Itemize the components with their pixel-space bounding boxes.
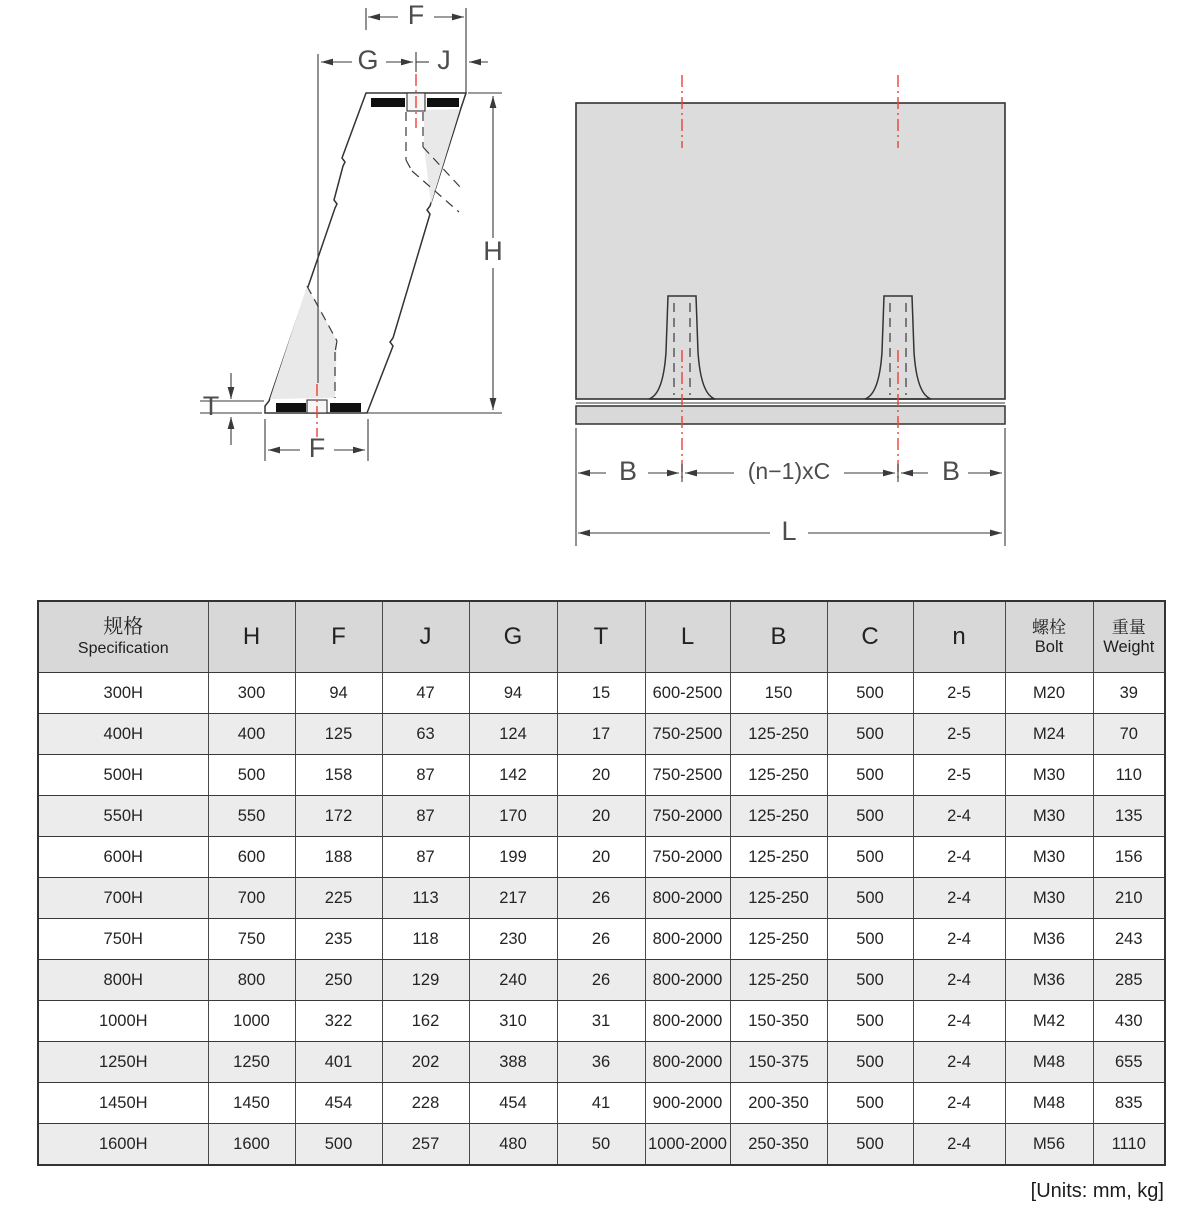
table-cell: 750H: [38, 919, 208, 960]
header-g: G: [469, 601, 557, 673]
table-cell: 1110: [1093, 1124, 1165, 1166]
dim-label-b-left: B: [618, 456, 638, 487]
table-cell: M30: [1005, 878, 1093, 919]
table-cell: 1450: [208, 1083, 295, 1124]
front-view: [576, 75, 1005, 546]
table-cell: 41: [557, 1083, 645, 1124]
header-weight-zh: 重量: [1111, 617, 1146, 637]
table-header-row: [38, 601, 1165, 673]
table-row: [38, 919, 1165, 960]
table-cell: 15: [557, 673, 645, 714]
table-cell: 2-5: [913, 673, 1005, 714]
table-cell: 800-2000: [645, 1001, 730, 1042]
table-row: [38, 673, 1165, 714]
table-cell: 125-250: [730, 960, 827, 1001]
table-cell: 2-4: [913, 1124, 1005, 1166]
header-f: F: [295, 601, 382, 673]
dim-label-f-top: F: [407, 0, 425, 31]
table-cell: 480: [469, 1124, 557, 1166]
spec-table-body: [38, 673, 1165, 1166]
cavity-shade-lower: [270, 286, 337, 399]
table-cell: 125-250: [730, 837, 827, 878]
table-cell: 2-4: [913, 960, 1005, 1001]
dim-label-b-right: B: [941, 456, 961, 487]
table-row: [38, 1083, 1165, 1124]
table-cell: 188: [295, 837, 382, 878]
table-cell: 800: [208, 960, 295, 1001]
table-cell: 31: [557, 1001, 645, 1042]
table-cell: 310: [469, 1001, 557, 1042]
table-row: [38, 960, 1165, 1001]
table-cell: 600H: [38, 837, 208, 878]
table-cell: 199: [469, 837, 557, 878]
table-cell: 500: [208, 755, 295, 796]
dim-label-l: L: [781, 516, 797, 547]
table-cell: 200-350: [730, 1083, 827, 1124]
table-cell: 125-250: [730, 919, 827, 960]
table-cell: 900-2000: [645, 1083, 730, 1124]
table-cell: 118: [382, 919, 469, 960]
table-cell: M20: [1005, 673, 1093, 714]
table-cell: 39: [1093, 673, 1165, 714]
table-cell: M42: [1005, 1001, 1093, 1042]
table-cell: 700: [208, 878, 295, 919]
table-cell: M36: [1005, 919, 1093, 960]
table-cell: 94: [469, 673, 557, 714]
table-cell: 113: [382, 878, 469, 919]
table-row: [38, 1042, 1165, 1083]
table-cell: 2-4: [913, 1001, 1005, 1042]
table-cell: 1250: [208, 1042, 295, 1083]
table-cell: 150-350: [730, 1001, 827, 1042]
table-cell: 500: [827, 1083, 913, 1124]
dim-label-t: T: [202, 391, 220, 422]
cavity-shade-upper: [424, 109, 460, 204]
header-b: B: [730, 601, 827, 673]
table-cell: 1600: [208, 1124, 295, 1166]
table-cell: 500: [827, 960, 913, 1001]
table-cell: 2-4: [913, 919, 1005, 960]
table-row: [38, 1124, 1165, 1166]
table-cell: 63: [382, 714, 469, 755]
table-cell: 500: [827, 1124, 913, 1166]
table-cell: 500H: [38, 755, 208, 796]
table-cell: 36: [557, 1042, 645, 1083]
header-bolt-en: Bolt: [1034, 637, 1064, 656]
table-cell: 210: [1093, 878, 1165, 919]
table-cell: 50: [557, 1124, 645, 1166]
table-cell: 800-2000: [645, 878, 730, 919]
table-cell: 500: [827, 714, 913, 755]
table-cell: 150: [730, 673, 827, 714]
table-cell: 125-250: [730, 755, 827, 796]
bottom-steel-plate-right: [330, 403, 361, 412]
header-weight: [1093, 601, 1165, 673]
bottom-steel-plate-left: [276, 403, 306, 412]
table-cell: 250: [295, 960, 382, 1001]
table-cell: 2-4: [913, 1083, 1005, 1124]
table-cell: 125: [295, 714, 382, 755]
table-cell: 800-2000: [645, 919, 730, 960]
table-cell: 388: [469, 1042, 557, 1083]
table-cell: 87: [382, 837, 469, 878]
table-cell: 94: [295, 673, 382, 714]
table-cell: 250-350: [730, 1124, 827, 1166]
table-cell: 135: [1093, 796, 1165, 837]
table-cell: 20: [557, 755, 645, 796]
table-cell: 750: [208, 919, 295, 960]
table-cell: 400H: [38, 714, 208, 755]
table-cell: M48: [1005, 1042, 1093, 1083]
table-cell: 70: [1093, 714, 1165, 755]
table-cell: 600: [208, 837, 295, 878]
header-specification: [38, 601, 208, 673]
top-steel-plate-right: [427, 98, 459, 107]
table-cell: M48: [1005, 1083, 1093, 1124]
table-cell: 2-5: [913, 714, 1005, 755]
table-cell: 500: [827, 878, 913, 919]
table-row: [38, 1001, 1165, 1042]
table-cell: 47: [382, 673, 469, 714]
table-cell: 202: [382, 1042, 469, 1083]
table-cell: 243: [1093, 919, 1165, 960]
table-row: [38, 837, 1165, 878]
table-cell: 500: [827, 1042, 913, 1083]
spec-table-wrap: [37, 600, 1164, 1166]
table-cell: 300: [208, 673, 295, 714]
table-cell: 1000H: [38, 1001, 208, 1042]
table-cell: 20: [557, 796, 645, 837]
table-cell: M36: [1005, 960, 1093, 1001]
table-cell: 500: [827, 1001, 913, 1042]
header-weight-en: Weight: [1103, 637, 1155, 656]
table-cell: 454: [469, 1083, 557, 1124]
table-cell: 125-250: [730, 796, 827, 837]
table-cell: M30: [1005, 755, 1093, 796]
table-cell: 655: [1093, 1042, 1165, 1083]
table-cell: 1250H: [38, 1042, 208, 1083]
table-cell: 125-250: [730, 714, 827, 755]
units-note: [Units: mm, kg]: [1030, 1180, 1164, 1202]
table-cell: 240: [469, 960, 557, 1001]
table-cell: 110: [1093, 755, 1165, 796]
table-cell: 285: [1093, 960, 1165, 1001]
table-cell: 257: [382, 1124, 469, 1166]
header-t: T: [557, 601, 645, 673]
header-bolt-zh: 螺栓: [1032, 617, 1066, 637]
table-cell: 17: [557, 714, 645, 755]
table-cell: 500: [827, 796, 913, 837]
table-cell: 1450H: [38, 1083, 208, 1124]
table-cell: M30: [1005, 796, 1093, 837]
table-cell: 228: [382, 1083, 469, 1124]
dim-label-h: H: [483, 236, 503, 267]
header-specification-zh: 规格: [103, 616, 144, 638]
fender-front-panel: [576, 103, 1005, 399]
table-cell: 150-375: [730, 1042, 827, 1083]
table-cell: 1000: [208, 1001, 295, 1042]
table-cell: 2-4: [913, 878, 1005, 919]
table-cell: M56: [1005, 1124, 1093, 1166]
table-cell: 800-2000: [645, 960, 730, 1001]
table-cell: 225: [295, 878, 382, 919]
table-cell: 750-2500: [645, 714, 730, 755]
table-cell: 217: [469, 878, 557, 919]
top-steel-plate-left: [371, 98, 405, 107]
table-cell: 800H: [38, 960, 208, 1001]
base-plate: [576, 406, 1005, 424]
dim-label-f-bottom: F: [308, 433, 326, 464]
fender-drawing: [0, 0, 1200, 575]
table-cell: 87: [382, 755, 469, 796]
table-cell: 26: [557, 878, 645, 919]
table-cell: 800-2000: [645, 1042, 730, 1083]
table-cell: 750-2000: [645, 837, 730, 878]
dim-label-j: J: [437, 45, 451, 76]
table-cell: 156: [1093, 837, 1165, 878]
table-cell: 430: [1093, 1001, 1165, 1042]
table-cell: 550: [208, 796, 295, 837]
table-cell: 162: [382, 1001, 469, 1042]
table-cell: 600-2500: [645, 673, 730, 714]
extension-lines-side: [200, 8, 502, 464]
table-cell: M24: [1005, 714, 1093, 755]
table-cell: 129: [382, 960, 469, 1001]
spec-table: [37, 600, 1166, 1166]
dim-label-pitch: (n−1)xC: [747, 458, 831, 485]
table-cell: 500: [827, 673, 913, 714]
header-c: C: [827, 601, 913, 673]
table-row: [38, 714, 1165, 755]
table-cell: 454: [295, 1083, 382, 1124]
table-cell: 26: [557, 960, 645, 1001]
table-cell: 172: [295, 796, 382, 837]
table-row: [38, 878, 1165, 919]
table-cell: 322: [295, 1001, 382, 1042]
table-cell: 2-4: [913, 796, 1005, 837]
table-cell: 500: [295, 1124, 382, 1166]
side-view: [200, 0, 503, 463]
table-cell: 125-250: [730, 878, 827, 919]
table-cell: 500: [827, 755, 913, 796]
table-cell: 20: [557, 837, 645, 878]
table-cell: 87: [382, 796, 469, 837]
table-cell: 500: [827, 837, 913, 878]
table-cell: 750-2500: [645, 755, 730, 796]
table-cell: 124: [469, 714, 557, 755]
table-row: [38, 755, 1165, 796]
header-h: H: [208, 601, 295, 673]
table-cell: 2-4: [913, 1042, 1005, 1083]
table-cell: 835: [1093, 1083, 1165, 1124]
table-cell: M30: [1005, 837, 1093, 878]
header-j: J: [382, 601, 469, 673]
table-cell: 400: [208, 714, 295, 755]
table-row: [38, 796, 1165, 837]
header-l: L: [645, 601, 730, 673]
table-cell: 1600H: [38, 1124, 208, 1166]
table-cell: 26: [557, 919, 645, 960]
table-cell: 750-2000: [645, 796, 730, 837]
dim-label-g: G: [357, 45, 379, 76]
table-cell: 1000-2000: [645, 1124, 730, 1166]
table-cell: 142: [469, 755, 557, 796]
table-cell: 158: [295, 755, 382, 796]
table-cell: 230: [469, 919, 557, 960]
table-cell: 500: [827, 919, 913, 960]
header-bolt: [1005, 601, 1093, 673]
header-n: n: [913, 601, 1005, 673]
table-cell: 235: [295, 919, 382, 960]
table-cell: 401: [295, 1042, 382, 1083]
table-cell: 2-4: [913, 837, 1005, 878]
table-cell: 300H: [38, 673, 208, 714]
table-cell: 700H: [38, 878, 208, 919]
header-specification-en: Specification: [77, 640, 169, 657]
table-cell: 550H: [38, 796, 208, 837]
table-cell: 2-5: [913, 755, 1005, 796]
table-cell: 170: [469, 796, 557, 837]
